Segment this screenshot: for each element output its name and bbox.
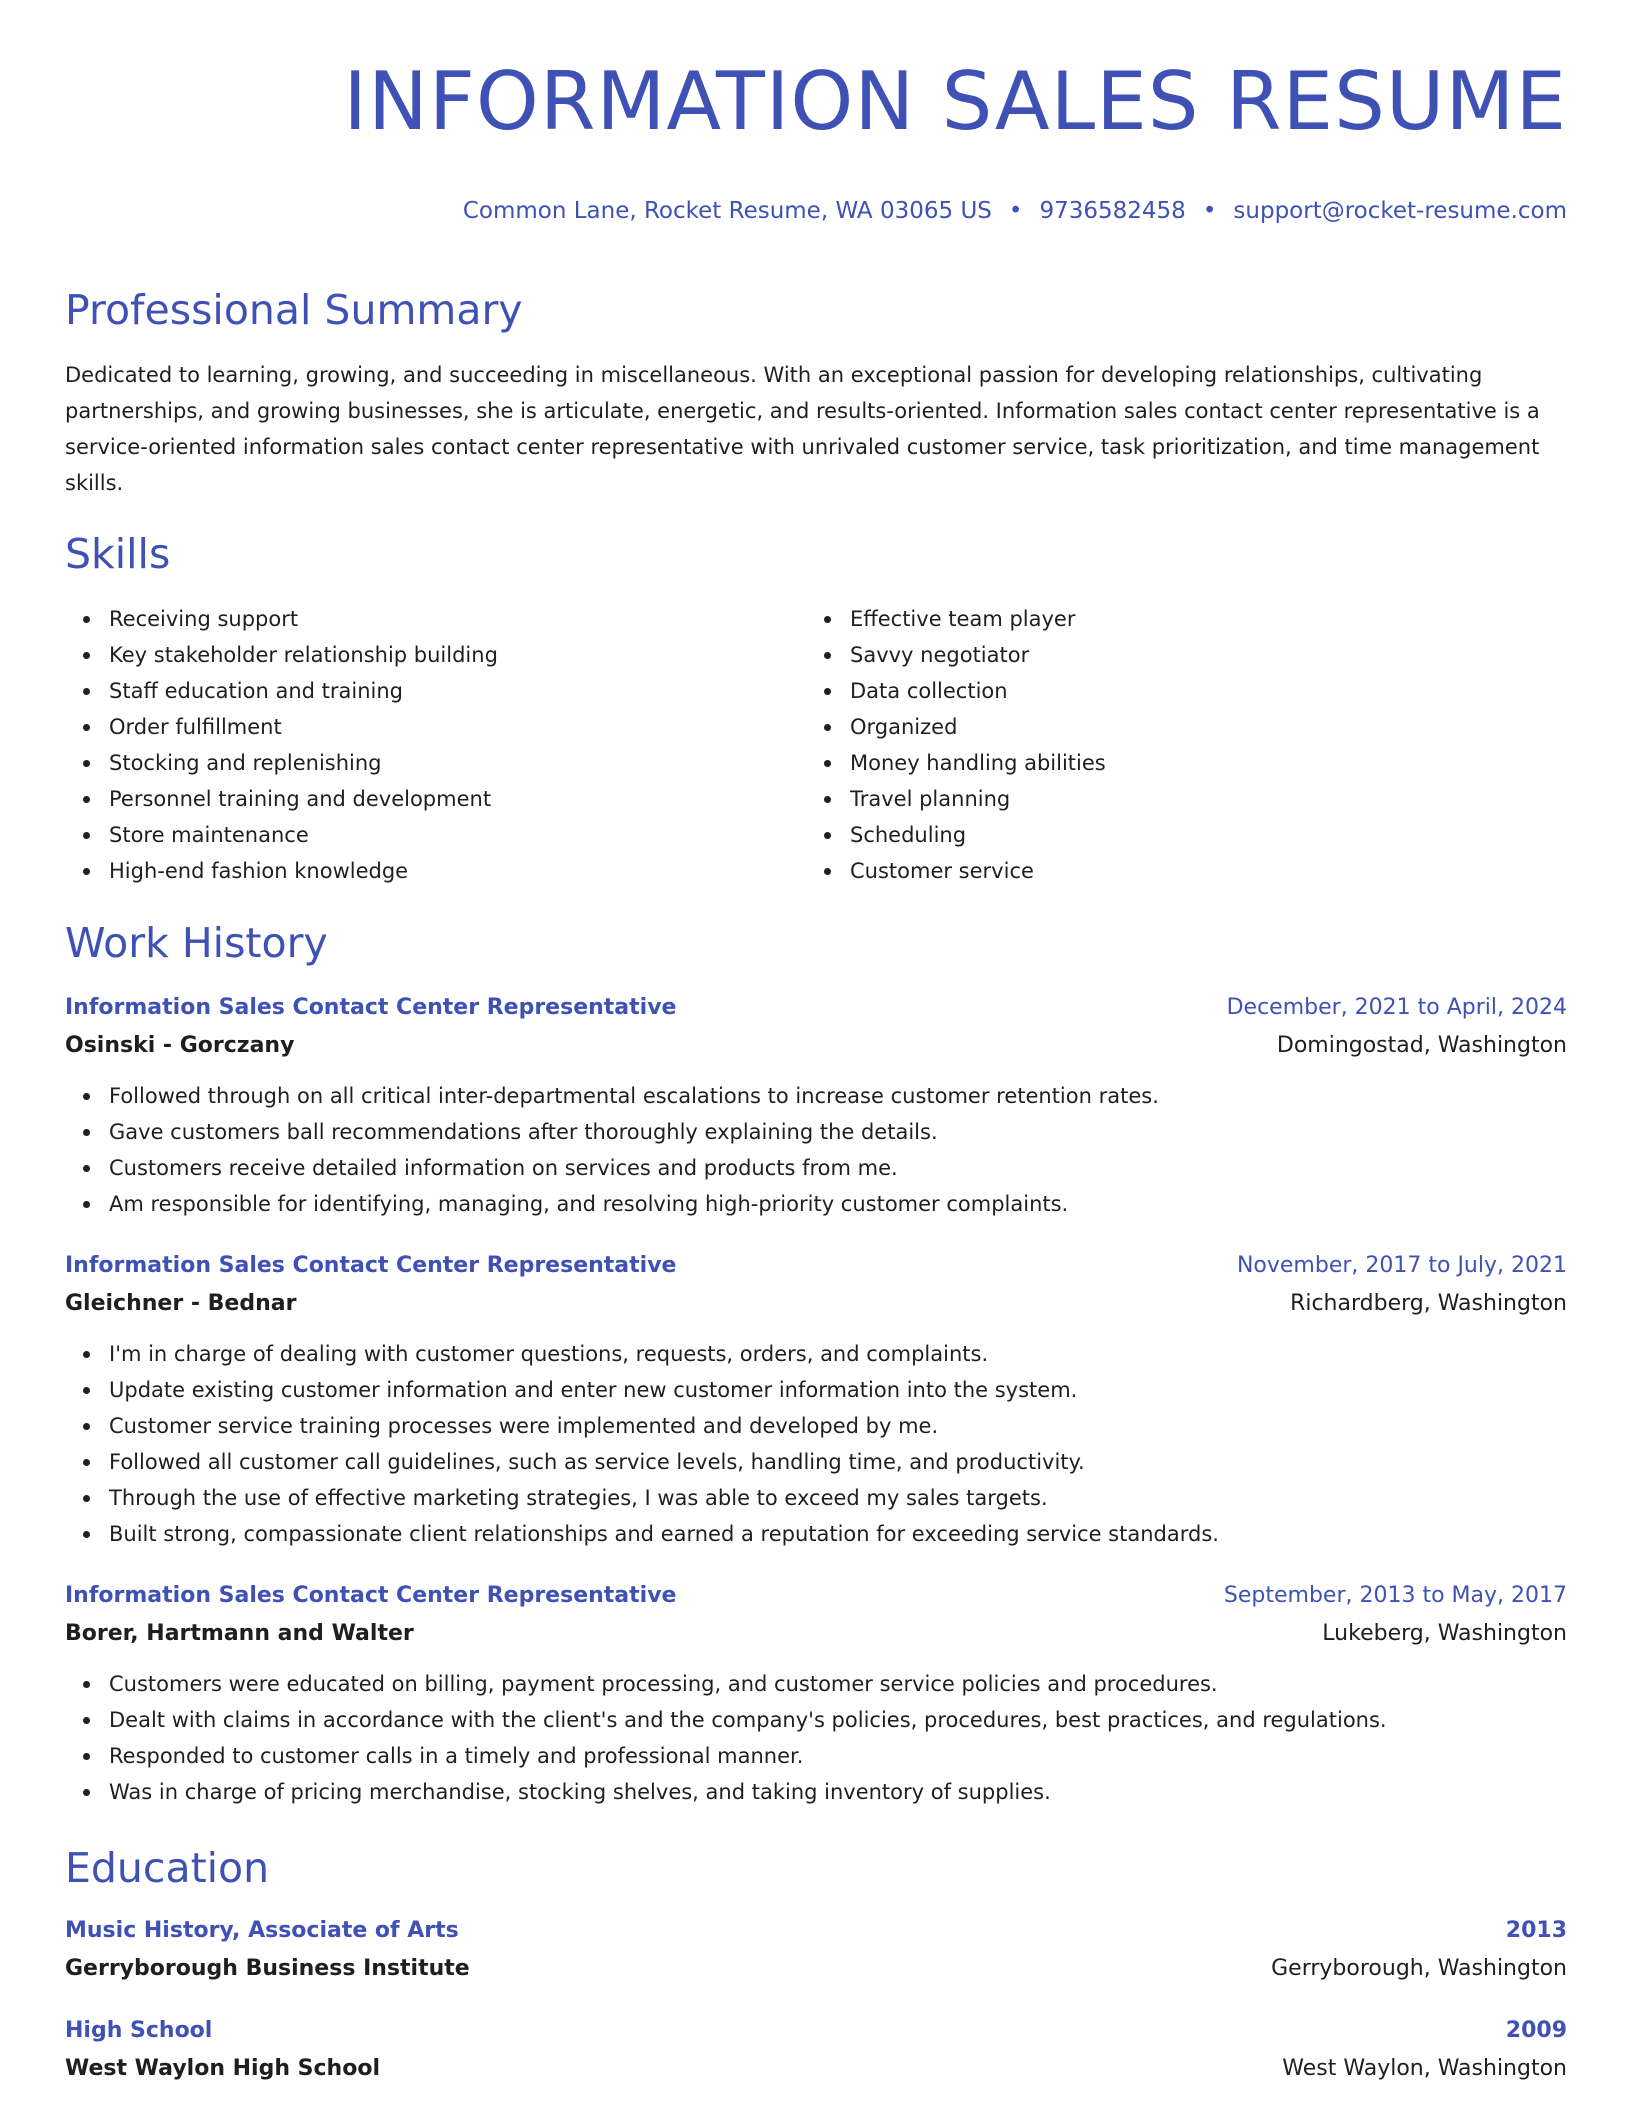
education-year: 2013: [1505, 1918, 1567, 1943]
skill-item: Receiving support: [65, 601, 806, 637]
job-location: Richardberg, Washington: [1290, 1291, 1567, 1316]
job-bullet: Was in charge of pricing merchandise, stocking shelves, and taking inventory of supplies.: [65, 1774, 1567, 1810]
job-bullet: Customer service training processes were implemented and developed by me.: [65, 1408, 1567, 1444]
job-company: Osinski - Gorczany: [65, 1033, 295, 1058]
job-entry: [65, 1248, 1567, 1552]
job-company: Borer, Hartmann and Walter: [65, 1621, 414, 1646]
education-entry: [65, 1913, 1567, 1989]
job-location: Domingostad, Washington: [1276, 1033, 1567, 1058]
job-entry: [65, 1578, 1567, 1810]
job-header: [65, 1248, 1567, 1284]
job-bullet: Followed through on all critical inter-departmental escalations to increase customer retention rates.: [65, 1078, 1567, 1114]
job-bullets: [65, 1078, 1567, 1222]
skill-item: Store maintenance: [65, 817, 806, 853]
summary-text: Dedicated to learning, growing, and succeeding in miscellaneous. With an exceptional passion for developing relationships, cultivating partnerships, and growing businesses, she is articulate, energetic, and results-oriented. Information sales contact center representative is a service-oriented information sales contact center representative with unrivaled customer service, task prioritization, and time management skills.: [65, 363, 1540, 495]
skills-grid: [65, 601, 1567, 889]
job-subheader: [65, 1614, 1567, 1654]
job-location: Lukeberg, Washington: [1322, 1621, 1567, 1646]
summary-heading: Professional Summary: [65, 286, 523, 334]
contact-line: [65, 196, 1567, 226]
contact-phone: 9736582458: [1039, 198, 1186, 224]
skill-item: Effective team player: [806, 601, 1547, 637]
education-header: [65, 1913, 1567, 1949]
job-bullet: Built strong, compassionate client relationships and earned a reputation for exceeding service standards.: [65, 1516, 1567, 1552]
job-dates: November, 2017 to July, 2021: [1236, 1253, 1567, 1278]
contact-email: support@rocket-resume.com: [1233, 198, 1567, 224]
job-bullet: Update existing customer information and enter new customer information into the system.: [65, 1372, 1567, 1408]
skills-heading: Skills: [65, 530, 171, 578]
education-subheader: [65, 1949, 1567, 1989]
skill-item: Key stakeholder relationship building: [65, 637, 806, 673]
contact-separator: •: [1202, 198, 1217, 224]
education-school: West Waylon High School: [65, 2056, 380, 2081]
job-subheader: [65, 1284, 1567, 1324]
education-degree: High School: [65, 2018, 213, 2043]
skill-item: Travel planning: [806, 781, 1547, 817]
job-dates: September, 2013 to May, 2017: [1223, 1583, 1567, 1608]
education-header: [65, 2013, 1567, 2049]
job-title: Information Sales Contact Center Representative: [65, 1253, 677, 1278]
education-location: Gerryborough, Washington: [1271, 1956, 1567, 1981]
job-subheader: [65, 1026, 1567, 1066]
contact-address: Common Lane, Rocket Resume, WA 03065 US: [462, 198, 992, 224]
skill-item: High-end fashion knowledge: [65, 853, 806, 889]
skill-item: Personnel training and development: [65, 781, 806, 817]
job-dates: December, 2021 to April, 2024: [1226, 995, 1567, 1020]
resume-title: INFORMATION SALES RESUME: [343, 55, 1567, 148]
job-bullet: Through the use of effective marketing strategies, I was able to exceed my sales targets.: [65, 1480, 1567, 1516]
skill-item: Order fulfillment: [65, 709, 806, 745]
job-header: [65, 990, 1567, 1026]
skill-item: Scheduling: [806, 817, 1547, 853]
job-bullet: Customers receive detailed information on services and products from me.: [65, 1150, 1567, 1186]
job-bullet: Gave customers ball recommendations after thoroughly explaining the details.: [65, 1114, 1567, 1150]
job-title: Information Sales Contact Center Representative: [65, 995, 677, 1020]
skill-item: Money handling abilities: [806, 745, 1547, 781]
job-bullets: [65, 1666, 1567, 1810]
education-location: West Waylon, Washington: [1282, 2056, 1567, 2081]
skills-list-right: [806, 601, 1547, 889]
contact-separator: •: [1008, 198, 1023, 224]
skill-item: Data collection: [806, 673, 1547, 709]
education-entry: [65, 2013, 1567, 2089]
skills-list-left: [65, 601, 806, 889]
education-heading: Education: [65, 1844, 270, 1892]
skill-item: Organized: [806, 709, 1547, 745]
skill-item: Staff education and training: [65, 673, 806, 709]
education-degree: Music History, Associate of Arts: [65, 1918, 459, 1943]
work-history-heading: Work History: [65, 919, 328, 967]
job-bullet: Dealt with claims in accordance with the client's and the company's policies, procedures, best practices, and regulations.: [65, 1702, 1567, 1738]
job-entry: [65, 990, 1567, 1222]
skill-item: Savvy negotiator: [806, 637, 1547, 673]
education-school: Gerryborough Business Institute: [65, 1956, 470, 1981]
skill-item: Stocking and replenishing: [65, 745, 806, 781]
education-subheader: [65, 2049, 1567, 2089]
job-title: Information Sales Contact Center Representative: [65, 1583, 677, 1608]
job-header: [65, 1578, 1567, 1614]
job-bullet: Responded to customer calls in a timely and professional manner.: [65, 1738, 1567, 1774]
job-bullet: Am responsible for identifying, managing, and resolving high-priority customer complaints.: [65, 1186, 1567, 1222]
skill-item: Customer service: [806, 853, 1547, 889]
job-bullet: Customers were educated on billing, payment processing, and customer service policies and procedures.: [65, 1666, 1567, 1702]
job-company: Gleichner - Bednar: [65, 1291, 297, 1316]
job-bullets: [65, 1336, 1567, 1552]
job-bullet: Followed all customer call guidelines, such as service levels, handling time, and productivity.: [65, 1444, 1567, 1480]
education-year: 2009: [1505, 2018, 1567, 2043]
job-bullet: I'm in charge of dealing with customer questions, requests, orders, and complaints.: [65, 1336, 1567, 1372]
